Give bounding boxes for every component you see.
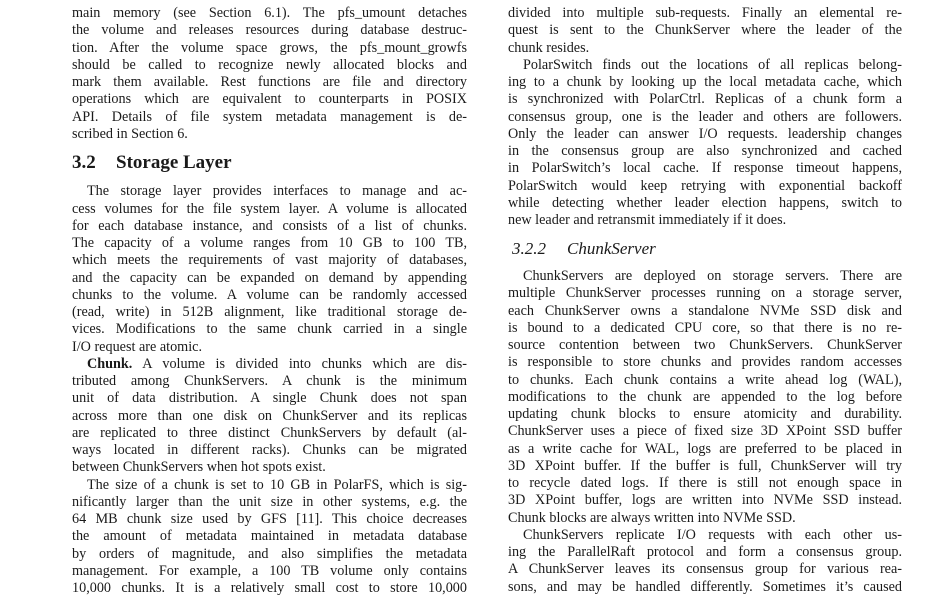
text-line: divided into multiple sub-requests. Finally an elemental re- — [508, 5, 902, 21]
section-number: 3.2.2 — [512, 238, 546, 258]
text-line: ways located in different racks). Chunks can be migrated — [72, 442, 467, 459]
text-line: nificantly larger than the unit size in other systems, e.g. the — [72, 493, 467, 510]
text-line: 3D XPoint buffer, logs are written into NVMe SSD instead. — [508, 492, 902, 509]
text-line: the volume and releases resources during database destruc- — [72, 22, 467, 39]
text-line: (read, write) in 512B alignment, like traditional storage de- — [72, 304, 467, 321]
paragraph — [508, 57, 902, 230]
text-line: by orders of magnitude, and also simplifies the metadata — [72, 545, 467, 562]
section-title: Storage Layer — [116, 152, 232, 174]
text-line: which meets the requirements of vast majority of databases, — [72, 252, 467, 269]
section-title: ChunkServer — [567, 238, 656, 258]
text-line: vices. Modifications to the same chunk carried in a single — [72, 321, 467, 338]
text-line: to chunks. Each chunk contains a write ahead log (WAL), — [508, 371, 902, 388]
text-line: Chunk blocks are always written into NVMe SSD. — [508, 509, 796, 526]
text-line: The size of a chunk is set to 10 GB in PolarFS, which is sig- — [87, 476, 467, 493]
paragraph — [72, 5, 467, 143]
text-line: main memory (see Section 6.1). The pfs_umount detaches — [72, 5, 467, 21]
text-line: updating chunk blocks to ensure atomicity and durability. — [508, 406, 902, 423]
paragraph — [508, 268, 902, 527]
text-line: mark them available. Rest functions are file and directory — [72, 74, 467, 90]
text-line: 10,000 chunks. It is a relatively small cost to store 10,000 — [72, 580, 467, 597]
text-line: to recycle dated logs. If there is still not enough space in — [508, 475, 902, 492]
text-line: unit of data distribution. A single Chunk does not span — [72, 390, 467, 407]
text-line: I/O request are atomic. — [72, 338, 202, 355]
text-line: scribed in Section 6. — [72, 125, 188, 142]
text-line — [72, 356, 467, 373]
text-line: tributed among ChunkServers. A chunk is the minimum — [72, 373, 467, 390]
text-line: The storage layer provides interfaces to manage and ac- — [87, 183, 467, 200]
text-line: tion. After the volume space grows, the pfs_mount_growfs — [72, 39, 467, 56]
text-line: new leader and retransmit immediately if it does. — [508, 212, 787, 228]
text-line: The capacity of a volume ranges from 10 GB to 100 TB, — [72, 235, 467, 252]
text-line: multiple ChunkServer processes running on a storage server, — [508, 285, 902, 302]
text-line: Only the leader can answer I/O requests. leadership changes — [508, 125, 902, 142]
text-line: ing the ParallelRaft protocol and form a consensus group. — [508, 544, 902, 561]
text-line: quest is sent to the ChunkServer where the leader of the — [508, 22, 902, 39]
text-line: each ChunkServer owns a standalone NVMe SSD disk and — [508, 302, 902, 319]
paragraph — [72, 183, 467, 356]
text-line: modifications to the chunk are appended to the log before — [508, 388, 902, 405]
text-line: 64 MB chunk size used by GFS [11]. This choice decreases — [72, 511, 467, 528]
text-line: for each database instance, and consists of a list of chunks. — [72, 217, 467, 234]
text-line: cess volumes for the file system layer. A volume is allocated — [72, 200, 467, 217]
text-line: in the consensus group are also synchronized and cached — [508, 143, 902, 159]
text-line: A ChunkServer leaves its consensus group for various rea- — [508, 561, 902, 578]
section-number: 3.2 — [72, 152, 96, 174]
text-line: is responsible to store chunks and provides random accesses — [508, 354, 902, 371]
text-line: between ChunkServers when hot spots exist. — [72, 459, 326, 476]
text-line: chunk resides. — [508, 39, 590, 56]
text-line: consensus group, one is the leader and others are followers. — [508, 108, 902, 125]
text-line: and the capacity can be expanded on demand by appending — [72, 269, 467, 286]
text-line: is synchronized with PolarCtrl. Replicas of a chunk form a — [508, 91, 902, 108]
text-line: in PolarSwitch’s local cache. If response timeout happens, — [508, 160, 902, 177]
text-line: should be called to recognize newly allocated blocks and — [72, 56, 467, 73]
text-line: across more than one disk on ChunkServer and its replicas — [72, 407, 467, 424]
section-heading — [72, 143, 467, 183]
text-line: is bound to a dedicated CPU core, so that there is no re- — [508, 319, 902, 336]
text-line: operations which are equivalent to counterparts in POSIX — [72, 91, 467, 108]
text-line: ing to a chunk by looking up the local metadata cache, which — [508, 74, 902, 90]
paragraph — [72, 477, 467, 598]
left-column — [72, 5, 467, 597]
text-line: ChunkServer uses a piece of fixed size 3D XPoint SSD buffer — [508, 423, 902, 440]
text-line: 3D XPoint buffer. If the buffer is full, ChunkServer will try — [508, 457, 902, 474]
text-line: source contention between two ChunkServers. ChunkServer — [508, 337, 902, 354]
text-line: chunks to the volume. A volume can be randomly accessed — [72, 286, 467, 303]
text-line: PolarSwitch would keep retrying with exponential backoff — [508, 177, 902, 194]
text-line: ChunkServers are deployed on storage servers. There are — [523, 268, 902, 285]
text-line: ChunkServers replicate I/O requests with each other us- — [523, 526, 902, 543]
text-line: while detecting whether leader election happens, switch to — [508, 194, 902, 211]
text-line: management. For example, a 100 TB volume only contains — [72, 562, 467, 579]
text-line: API. Details of file system metadata management is de- — [72, 108, 467, 125]
text-line: are replicated to three distinct ChunkServers by default (al- — [72, 424, 467, 441]
paragraph — [508, 527, 902, 596]
text-line: as a write cache for WAL, logs are preferred to be placed in — [508, 440, 902, 457]
text-line: sons, and may be handled differently. Sometimes it’s caused — [508, 578, 902, 595]
paragraph — [72, 356, 467, 477]
text-line: PolarSwitch finds out the locations of all replicas belong- — [523, 56, 902, 73]
paragraph-run-in-heading: Chunk. — [87, 355, 133, 372]
text-line-rest: A volume is divided into chunks which are dis- — [142, 355, 468, 372]
subsection-heading — [508, 229, 902, 268]
text-line: the amount of metadata maintained in metadata database — [72, 528, 467, 545]
right-column — [508, 5, 902, 596]
paragraph — [508, 5, 902, 57]
